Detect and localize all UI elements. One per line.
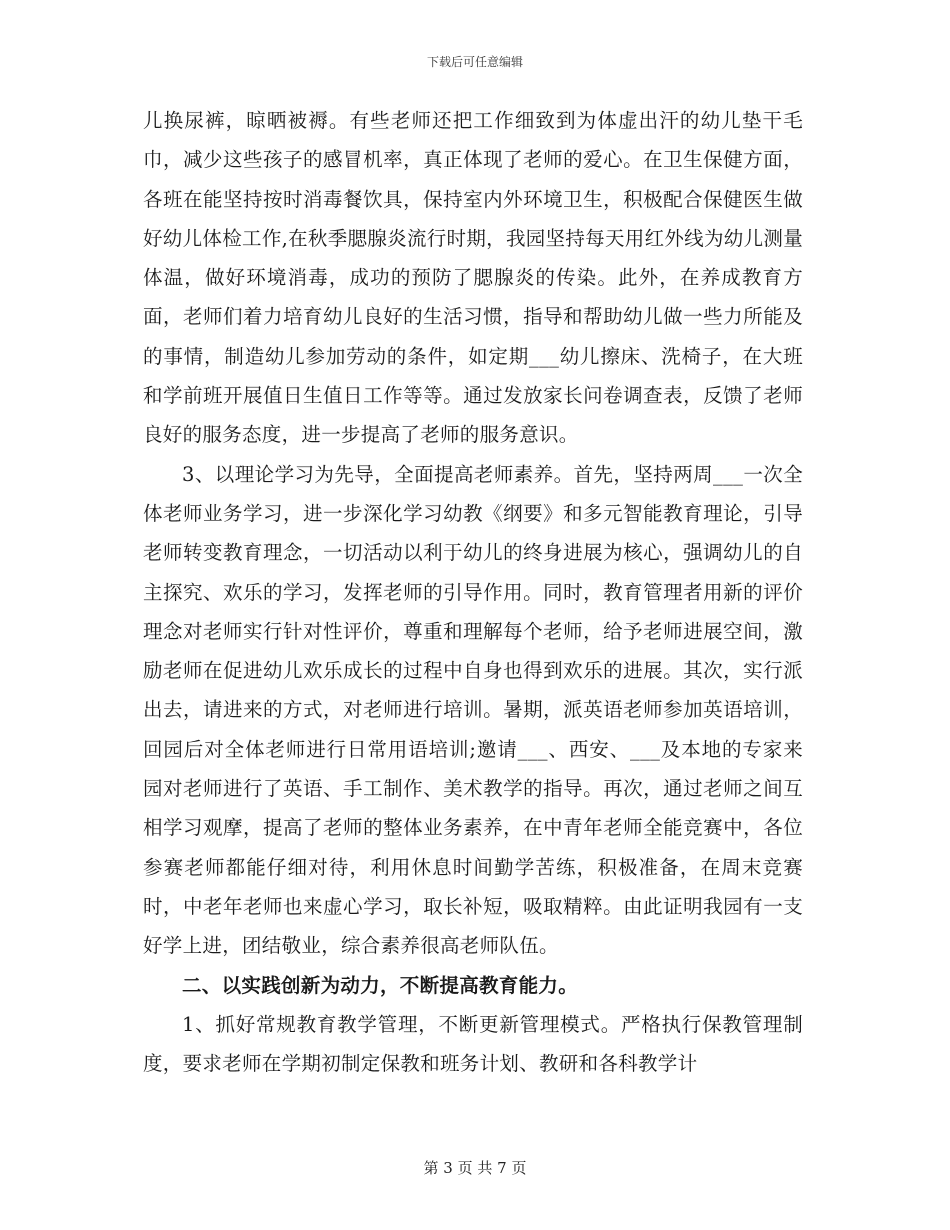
paragraph-continued: 儿换尿裤，晾晒被褥。有些老师还把工作细致到为体虚出汗的幼儿垫干毛巾，减少这些孩子的感冒机率，真正体现了老师的爱心。在卫生保健方面，各班在能坚持按时消毒餐饮具，保持室内外环境卫生，积极配合保健医生做好幼儿体检工作,在秋季腮腺炎流行时期，我园坚持每天用红外线为幼儿测量体温，做好环境消毒，成功的预防了腮腺炎的传染。此外，在养成教育方面，老师们着力培育幼儿良好的生活习惯，指导和帮助幼儿做一些力所能及的事情，制造幼儿参加劳动的条件，如定期___幼儿擦床、洗椅子，在大班和学前班开展值日生值日工作等等。通过发放家长问卷调查表，反馈了老师良好的服务态度，进一步提高了老师的服务意识。 bbox=[143, 109, 803, 447]
page-header-note: 下载后可任意编辑 bbox=[426, 55, 523, 69]
paragraph-section-3: 3、以理论学习为先导，全面提高老师素养。首先，坚持两周___一次全体老师业务学习，进一步深化学习幼教《纲要》和多元智能教育理论，引导老师转变教育理念，一切活动以利于幼儿的终身进展为核心，强调幼儿的自主探究、欢乐的学习，发挥老师的引导作用。同时，教育管理者用新的评价理念对老师实行针对性评价，尊重和理解每个老师，给予老师进展空间，激励老师在促进幼儿欢乐成长的过程中自身也得到欢乐的进展。其次，实行派出去，请进来的方式，对老师进行培训。暑期，派英语老师参加英语培训，回园后对全体老师进行日常用语培训;邀请___、西安、___及本地的专家来园对老师进行了英语、手工制作、美术教学的指导。再次，通过老师之间互相学习观摩，提高了老师的整体业务素养，在中青年老师全能竞赛中，各位参赛老师都能仔细对待，利用休息时间勤学苦练，积极准备，在周末竞赛时，中老年老师也来虚心学习，取长补短，吸取精粹。由此证明我园有一支好学上进，团结敬业，综合素养很高老师队伍。 bbox=[143, 462, 803, 958]
document-body bbox=[143, 101, 803, 1083]
section-heading-2: 二、以实践创新为动力，不断提高教育能力。 bbox=[182, 973, 579, 997]
page-number: 第 3 页 共 7 页 bbox=[423, 1159, 527, 1177]
paragraph-item-1: 1、抓好常规教育教学管理，不断更新管理模式。严格执行保教管理制度，要求老师在学期初制定保教和班务计划、教研和各科教学计 bbox=[143, 1012, 803, 1076]
